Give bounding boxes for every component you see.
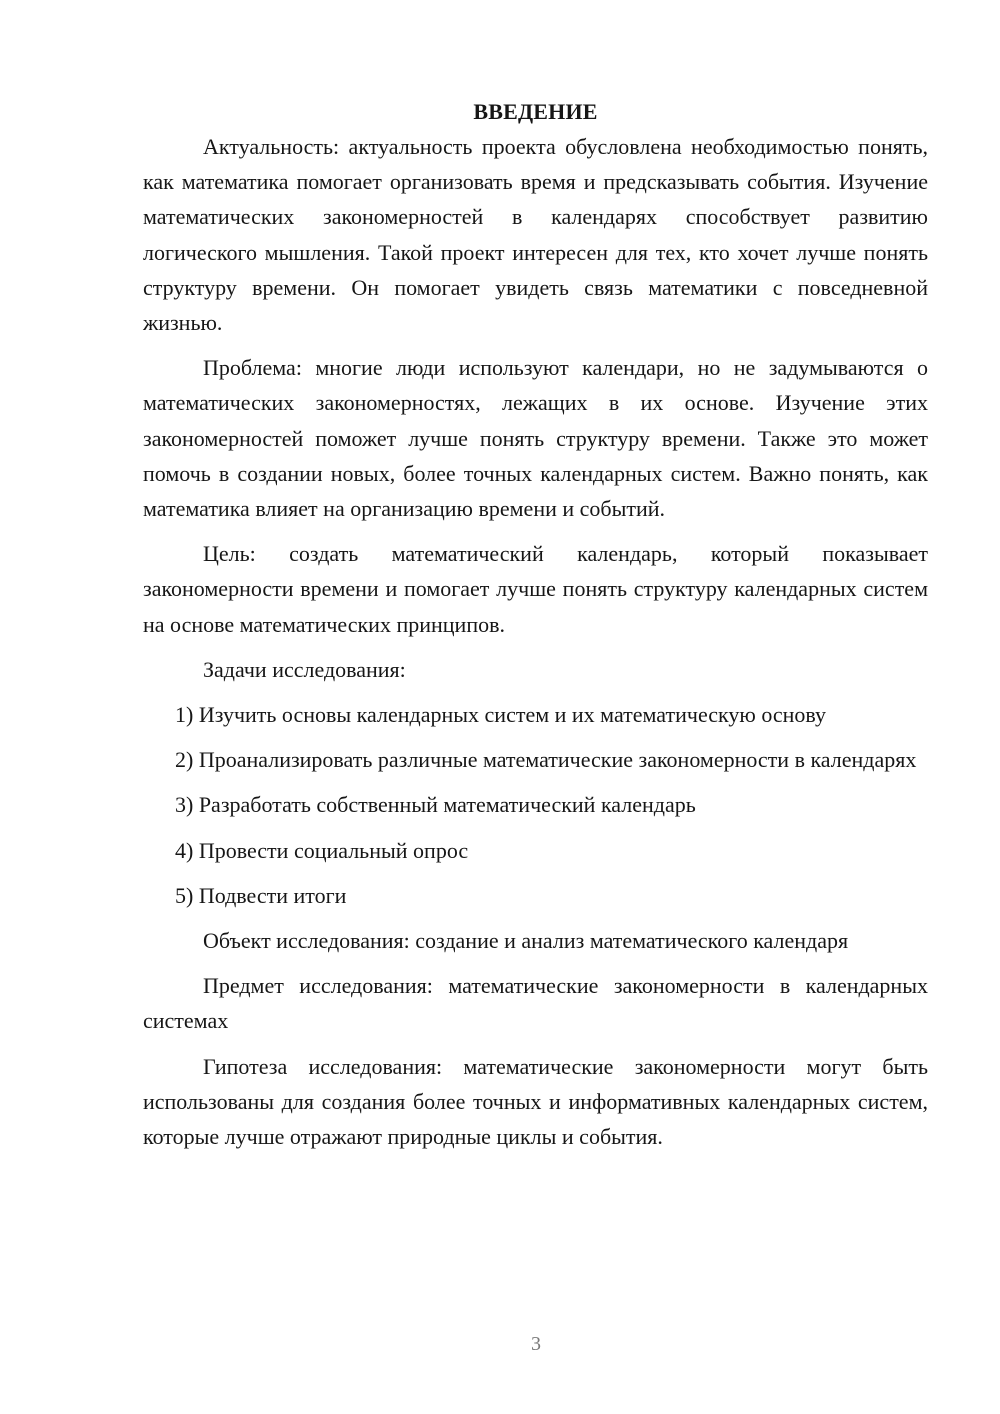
problem-paragraph: Проблема: многие люди используют календари, но не задумываются о математических закономерностях, лежащих в их основе. Изучение этих закономерностей поможет лучше понять структуру времени. Также это может помочь в создании новых, более точных календарных систем. Важно понять, как математика влияет на организацию времени и событий. xyxy=(143,355,928,522)
tasks-heading: Задачи исследования: xyxy=(203,656,406,682)
subject-paragraph: Предмет исследования: математические закономерности в календарных системах xyxy=(143,973,928,1034)
section-title: ВВЕДЕНИЕ xyxy=(473,99,598,124)
task-item-3: 3) Разработать собственный математический календарь xyxy=(175,792,696,818)
relevance-paragraph: Актуальность: актуальность проекта обусловлена необходимостью понять, как математика помогает организовать время и предсказывать события. Изучение математических закономерностей в календарях способствует развитию логического мышления. Такой проект интересен для тех, кто хочет лучше понять структуру времени. Он помогает увидеть связь математики с повседневной жизнью. xyxy=(143,134,928,336)
task-item-5: 5) Подвести итоги xyxy=(175,882,347,908)
page-number: 3 xyxy=(531,1333,541,1355)
goal-paragraph: Цель: создать математический календарь, который показывает закономерности времени и помогает лучше понять структуру календарных систем на основе математических принципов. xyxy=(143,541,928,637)
document-page xyxy=(143,94,928,1154)
object-paragraph: Объект исследования: создание и анализ математического календаря xyxy=(203,928,849,954)
hypothesis-paragraph: Гипотеза исследования: математические закономерности могут быть использованы для создания более точных и информативных календарных систем, которые лучше отражают природные циклы и события. xyxy=(143,1053,928,1150)
task-item-4: 4) Провести социальный опрос xyxy=(175,837,469,863)
task-item-1: 1) Изучить основы календарных систем и их математическую основу xyxy=(175,702,827,728)
task-item-2: 2) Проанализировать различные математические закономерности в календарях xyxy=(175,747,917,773)
